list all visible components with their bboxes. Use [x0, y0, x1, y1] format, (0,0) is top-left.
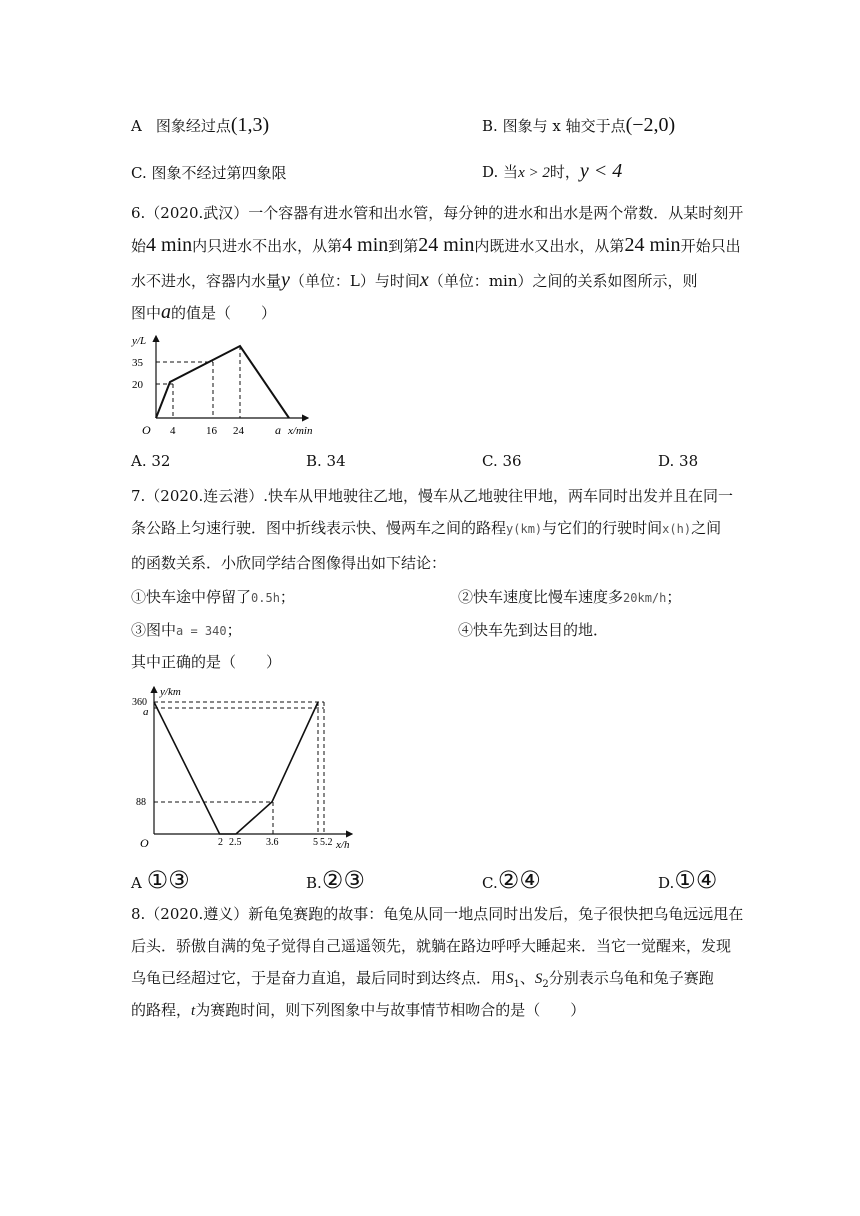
math-variable: S [506, 971, 514, 987]
y-axis-label: y/L [132, 335, 147, 347]
q6-option-b: B. 34 [306, 452, 346, 470]
option-text: ①③ [146, 866, 190, 894]
math-expression: y < 4 [579, 160, 623, 182]
y-tick-a: a [143, 706, 149, 718]
q8-line-4 [131, 1000, 585, 1021]
option-text: 图象不经过第四象限 [151, 164, 287, 182]
math-variable: S [534, 971, 543, 987]
origin-label: O [140, 836, 149, 850]
text: 始 [131, 237, 147, 255]
q6-line-3 [131, 270, 698, 291]
q7-option-d [658, 866, 717, 894]
text: （单位： [428, 272, 489, 290]
text: 之间 [691, 519, 722, 537]
text: 分别表示乌龟和兔子赛跑 [548, 969, 714, 987]
guide-lines [156, 346, 240, 418]
math-expression: 4 min [342, 234, 389, 256]
math-expression: x > 2 [518, 165, 550, 181]
x-tick-2: 2 [218, 837, 223, 848]
text: （单位： [289, 272, 350, 290]
q6-line-2 [131, 235, 741, 256]
math-variable: y [281, 269, 290, 291]
q6-option-c: C. 36 [482, 452, 522, 470]
origin-label: O [142, 423, 151, 437]
text: ②快车速度比慢车速度多 [458, 588, 624, 606]
x-tick-5-2: 5.2 [320, 837, 333, 848]
y-tick-88: 88 [136, 797, 146, 808]
text: ； [226, 621, 242, 639]
series-line [154, 702, 318, 834]
option-label: A [131, 874, 142, 892]
text: ③图中 [131, 621, 177, 639]
math-expression: 24 min [418, 234, 475, 256]
x-tick-2-5: 2.5 [229, 837, 242, 848]
math-expression: 4 min [146, 234, 193, 256]
q7-line-5: 其中正确的是（ ） [131, 653, 282, 671]
text: 到第 [388, 237, 419, 255]
q7-conclusion-1 [131, 586, 295, 607]
option-label: B. [482, 117, 498, 135]
text: 图中 [131, 304, 162, 322]
q5-option-d [482, 160, 622, 183]
text: 为赛跑时间，则下列图象中与故事情节相吻合的是（ ） [195, 1001, 586, 1019]
option-text: ②③ [321, 866, 365, 894]
text: 乌龟已经超过它，于是奋力直追，最后同时到达终点．用 [131, 969, 507, 987]
q6-graph [128, 328, 338, 440]
text: ）之间的关系如图所示，则 [517, 272, 698, 290]
y-axis-label: y/km [160, 686, 181, 698]
math-expression: (1,3) [230, 114, 270, 136]
q8-line-2: 后头．骄傲自满的兔子觉得自己遥遥领先，就躺在路边呼呼大睡起来．当它一觉醒来，发现 [131, 937, 732, 955]
option-text: 时， [549, 163, 580, 181]
subscript: 1 [513, 979, 520, 990]
q7-option-c [482, 866, 541, 894]
text: 与它们的行驶时间 [542, 519, 663, 537]
q5-option-c [131, 162, 287, 183]
text: 条公路上匀速行驶．图中折线表示快、慢两车之间的路程 [131, 519, 507, 537]
guide-lines [154, 702, 324, 834]
q7-graph [128, 683, 360, 851]
x-tick-4: 4 [170, 425, 176, 437]
y-tick-360: 360 [132, 697, 147, 708]
text: 内既进水又出水，从第 [474, 237, 625, 255]
q6-option-d: D. 38 [658, 452, 699, 470]
option-label: D. [658, 874, 675, 892]
series-line [156, 346, 289, 418]
math-expression: 20km/h [623, 591, 667, 605]
text: 开始只出 [680, 237, 741, 255]
text: 的值是（ ） [171, 304, 277, 322]
option-text: 图象经过点 [155, 117, 231, 135]
text: 内只进水不出水，从第 [192, 237, 343, 255]
option-label: D. [482, 163, 499, 181]
option-text: ②④ [497, 866, 541, 894]
math-expression: (−2,0) [625, 114, 676, 136]
math-expression: x(h) [662, 522, 692, 536]
x-tick-5: 5 [313, 837, 318, 848]
text: 的路程， [131, 1001, 192, 1019]
x-tick-16: 16 [206, 425, 217, 437]
math-variable: t [191, 1003, 196, 1019]
y-tick-35: 35 [132, 357, 143, 369]
q5-option-b [482, 114, 675, 137]
subscript: 2 [542, 979, 549, 990]
unit: min [488, 272, 518, 290]
x-tick-3-6: 3.6 [266, 837, 279, 848]
text: ）与时间 [359, 272, 420, 290]
text: ； [279, 588, 295, 606]
x-tick-a: a [275, 423, 281, 437]
option-text: 图象与 x 轴交于点 [502, 117, 626, 135]
text: 、 [519, 969, 535, 987]
q6-option-a: A. 32 [131, 452, 171, 470]
x-tick-24: 24 [233, 425, 244, 437]
math-variable: x [419, 269, 429, 291]
q8-line-3 [131, 968, 714, 995]
x-axis-label: x/h [336, 839, 350, 851]
q5-option-a [131, 114, 269, 137]
q7-option-b [306, 866, 365, 894]
math-expression: 0.5h [251, 591, 280, 605]
text: 水不进水，容器内水量 [131, 272, 282, 290]
option-text: ①④ [674, 866, 718, 894]
q6-line-1: 6.（2020.武汉）一个容器有进水管和出水管，每分钟的进水和出水是两个常数．从某时刻开 [131, 204, 744, 222]
q8-line-1: 8.（2020.遵义）新龟兔赛跑的故事：龟兔从同一地点同时出发后，兔子很快把乌龟远远甩在 [131, 905, 744, 923]
text: ①快车途中停留了 [131, 588, 252, 606]
math-variable: a [161, 301, 172, 323]
x-axis-label: x/min [288, 425, 313, 437]
q7-line-3: 的函数关系．小欣同学结合图像得出如下结论： [131, 554, 447, 572]
math-expression: 24 min [624, 234, 681, 256]
q7-line-2 [131, 518, 721, 539]
q7-conclusion-4: ④快车先到达目的地． [458, 621, 609, 639]
q7-line-1: 7.（2020.连云港）.快车从甲地驶往乙地，慢车从乙地驶往甲地，两车同时出发并且在同一 [131, 487, 734, 505]
option-label: A [131, 117, 142, 135]
option-text: 当 [503, 163, 519, 181]
option-label: C. [482, 874, 498, 892]
q6-line-4 [131, 302, 276, 323]
text: ； [666, 588, 682, 606]
q7-option-a [131, 866, 190, 894]
math-expression: y(km) [506, 522, 543, 536]
math-expression: a = 340 [176, 624, 227, 638]
option-label: B. [306, 874, 322, 892]
q7-conclusion-3 [131, 619, 242, 640]
unit: L [349, 272, 360, 290]
q7-conclusion-2 [458, 586, 681, 607]
y-tick-20: 20 [132, 379, 143, 391]
option-label: C. [131, 164, 147, 182]
